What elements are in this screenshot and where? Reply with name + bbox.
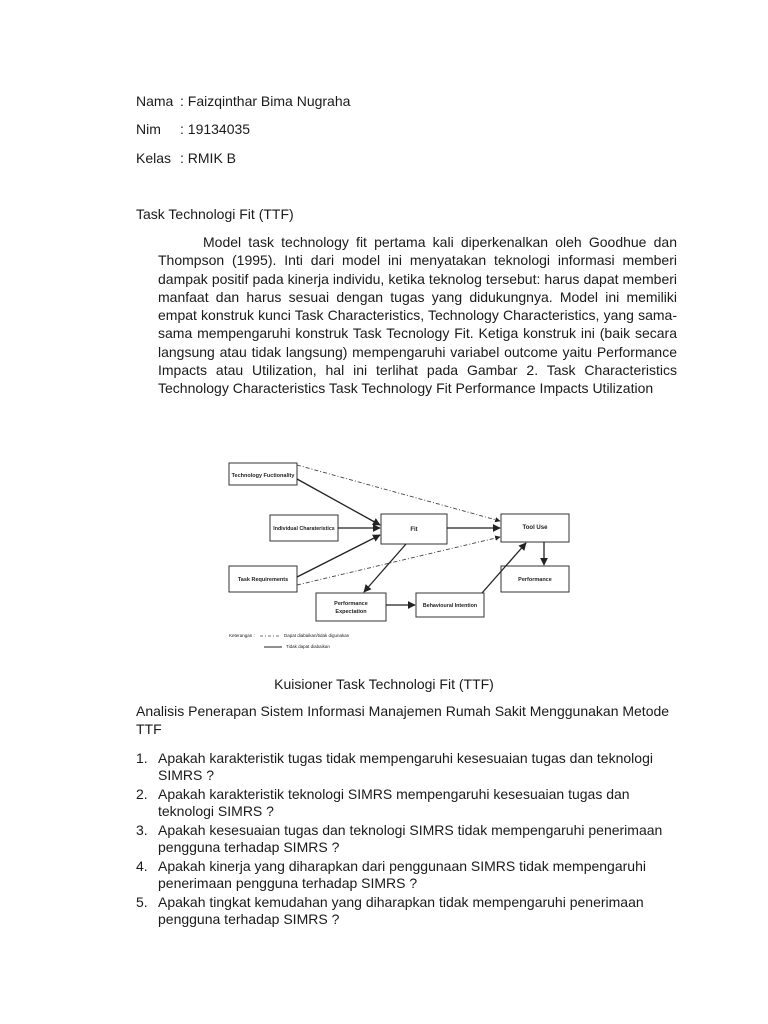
question-number: 2.: [136, 786, 148, 802]
dashed-arrow-techfunc-to-tooluse: [297, 465, 500, 521]
section-title: Task Technologi Fit (TTF): [136, 206, 294, 222]
analysis-title: Analisis Penerapan Sistem Informasi Manajemen Rumah Sakit Menggunakan Metode TTF: [136, 703, 670, 737]
question-number: 4.: [136, 858, 148, 874]
label-tool-use: Tool Use: [522, 525, 548, 531]
label-performance-expectation-1: Performance: [334, 601, 368, 607]
name-row: [136, 93, 350, 109]
list-item: [136, 858, 676, 892]
class-label: Kelas: [136, 150, 172, 166]
nim-label: Nim: [136, 121, 161, 137]
question-text: Apakah kinerja yang diharapkan dari penggunaan SIMRS tidak mempengaruhi penerimaan pengguna terhadap SIMRS ?: [158, 858, 646, 891]
nim-value: : 19134035: [180, 121, 251, 137]
label-behavioural-intention: Behavioural Intention: [422, 603, 478, 609]
question-number: 5.: [136, 894, 148, 910]
label-individual-characteristics: Individual Charateristics: [273, 526, 335, 532]
box-performance-expectation: [316, 593, 386, 621]
name-value: : Faizqinthar Bima Nugraha: [180, 93, 351, 109]
label-performance: Performance: [518, 577, 552, 583]
question-text: Apakah karakteristik teknologi SIMRS mempengaruhi kesesuaian tugas dan teknologi SIMRS ?: [158, 786, 630, 819]
list-item: [136, 894, 676, 928]
class-value: : RMIK B: [180, 150, 237, 166]
legend-dashed-text: Dapat diabaikan/tidak digunakan: [284, 633, 350, 638]
label-task-requirements: Task Requirements: [237, 577, 289, 583]
list-item: [136, 786, 676, 820]
class-row: [136, 150, 236, 166]
label-performance-expectation-2: Expectation: [335, 609, 367, 615]
question-number: 1.: [136, 750, 148, 766]
ttf-diagram: [226, 455, 576, 660]
label-technology-functionality: Technology Fuctionality: [231, 473, 295, 479]
question-number: 3.: [136, 822, 148, 838]
list-item: [136, 822, 676, 856]
legend-label: Keterangan :: [229, 633, 255, 638]
legend-solid-text: Tidak dapat diabaikan: [286, 644, 330, 649]
question-list: [136, 750, 676, 930]
question-text: Apakah kesesuaian tugas dan teknologi SIMRS tidak mempengaruhi penerimaan pengguna terhadap SIMRS ?: [158, 822, 663, 855]
intro-paragraph: Model task technology fit pertama kali diperkenalkan oleh Goodhue dan Thompson (1995). Inti dari model ini menyatakan teknologi informasi memberi dampak positif pada kinerja individu, ketika teknolog tersebut: harus dapat memberi manfaat dan harus sesuai dengan tugas yang didukungnya. Model ini memiliki empat konstruk kunci Task Characteristics, Technology Characteristics, yang sama-sama mempengaruhi konstruk Task Tecnology Fit. Ketiga konstruk ini (baik secara langsung atau tidak langsung) mempengaruhi variabel outcome yaitu Performance Impacts atau Utilization, hal ini terlihat pada Gambar 2. Task Characteristics Technology Characteristics Task Technology Fit Performance Impacts Utilization: [158, 234, 677, 397]
list-item: [136, 750, 676, 784]
figure-caption: Kuisioner Task Technologi Fit (TTF): [274, 676, 494, 692]
name-label: Nama: [136, 93, 174, 109]
question-text: Apakah karakteristik tugas tidak mempengaruhi kesesuaian tugas dan teknologi SIMRS ?: [158, 750, 653, 783]
question-text: Apakah tingkat kemudahan yang diharapkan tidak mempengaruhi penerimaan pengguna terhadap SIMRS ?: [158, 894, 644, 927]
label-fit: Fit: [410, 527, 418, 533]
nim-row: [136, 121, 250, 137]
